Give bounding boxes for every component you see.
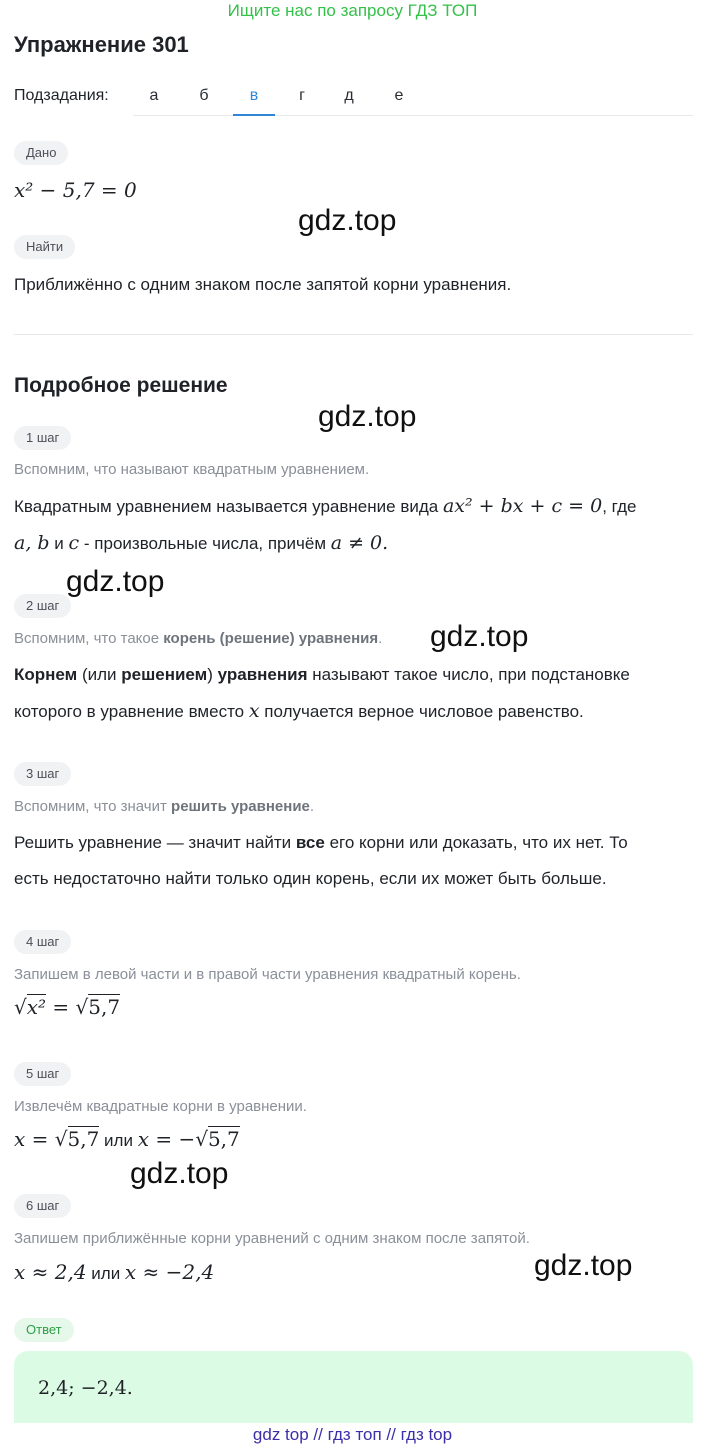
- step-1-text: [14, 488, 699, 525]
- sqrt-icon: √: [54, 1127, 68, 1151]
- find-text: Приближённо с одним знаком после запятой корни уравнения.: [14, 275, 512, 294]
- step-text: его корни или доказать, что их нет. То: [324, 833, 628, 852]
- step-hint: Вспомним, что называют квадратным уравнением.: [14, 461, 370, 478]
- tab-subtask-b[interactable]: б: [199, 87, 209, 104]
- var-ab: a, b: [14, 532, 50, 554]
- sqrt-icon: √: [14, 995, 27, 1019]
- tab-subtask-d[interactable]: д: [344, 87, 354, 104]
- step-2-text: [14, 657, 630, 693]
- radicand: 5,7: [207, 1127, 240, 1151]
- subtask-tabs: [133, 78, 693, 116]
- condition-formula: a ≠ 0.: [330, 532, 389, 554]
- step-4: [14, 930, 71, 954]
- quadratic-formula: ax² + bx + c = 0: [442, 495, 603, 517]
- step-3: [14, 762, 71, 786]
- step-6: [14, 1194, 71, 1218]
- hint-bold: решить уравнение: [171, 798, 310, 815]
- step-text: (или: [77, 665, 122, 684]
- step-badge: 1 шаг: [14, 426, 71, 450]
- sqrt-icon: √: [195, 1127, 208, 1151]
- solution-title: Подробное решение: [14, 374, 228, 397]
- or-word: или: [86, 1264, 125, 1283]
- find-section: [14, 235, 75, 259]
- answer-section: [14, 1318, 74, 1342]
- var-c: c: [68, 532, 80, 554]
- step-hint: [14, 630, 382, 647]
- step-3-line2: есть недостаточно найти только один корень, если их может быть больше.: [14, 869, 607, 888]
- step-hint: [14, 798, 314, 815]
- answer-badge: Ответ: [14, 1318, 74, 1342]
- watermark: gdz.top: [430, 620, 529, 653]
- step-hint: Запишем в левой части и в правой части уравнения квадратный корень.: [14, 966, 521, 983]
- answer-value: 2,4; −2,4.: [38, 1377, 133, 1399]
- step-text: - произвольные числа, причём: [79, 534, 331, 553]
- formula-part: x =: [14, 1127, 55, 1151]
- given-badge: Дано: [14, 141, 68, 165]
- hint-text: Вспомним, что такое: [14, 630, 164, 647]
- watermark: gdz.top: [318, 400, 417, 433]
- step-badge: 4 шаг: [14, 930, 71, 954]
- hint-bold: корень (решение) уравнения: [163, 630, 379, 647]
- step-text: Решить уравнение — значит найти: [14, 833, 296, 852]
- step-4-formula: [14, 995, 120, 1020]
- bold-term: все: [295, 833, 325, 852]
- step-text: которого в уравнение вместо: [14, 702, 249, 721]
- step-hint: Запишем приближённые корни уравнений с одним знаком после запятой.: [14, 1230, 530, 1247]
- step-1: [14, 426, 71, 450]
- hint-text: .: [309, 798, 315, 815]
- step-badge: 5 шаг: [14, 1062, 71, 1086]
- radicand: x²: [26, 995, 47, 1019]
- step-badge: 2 шаг: [14, 594, 71, 618]
- page-title: Упражнение 301: [14, 32, 189, 57]
- subtasks-label: Подзадания:: [14, 87, 109, 104]
- step-5: [14, 1062, 71, 1086]
- hint-text: .: [378, 630, 383, 647]
- tab-subtask-a[interactable]: а: [149, 87, 159, 104]
- step-3-text: [14, 825, 628, 861]
- step-1-line2: [14, 525, 388, 562]
- sqrt-icon: √: [75, 995, 89, 1019]
- bold-term: уравнения: [217, 665, 308, 684]
- step-text: называют такое число, при подстановке: [307, 665, 630, 684]
- promo-banner[interactable]: Ищите нас по запросу ГДЗ ТОП: [227, 1, 478, 20]
- bold-term: решением: [121, 665, 208, 684]
- step-text: , где: [602, 497, 637, 516]
- find-badge: Найти: [14, 235, 75, 259]
- watermark: gdz.top: [298, 204, 397, 237]
- step-text: получается верное числовое равенство.: [259, 702, 584, 721]
- watermark: gdz.top: [534, 1249, 633, 1282]
- hint-text: Вспомним, что значит: [14, 798, 172, 815]
- step-badge: 6 шаг: [14, 1194, 71, 1218]
- formula-part: x ≈ −2,4: [124, 1260, 215, 1284]
- given-equation: x² − 5,7 = 0: [14, 178, 137, 202]
- formula-part: x ≈ 2,4: [14, 1260, 87, 1284]
- given-section: [14, 141, 68, 165]
- step-text: ): [207, 665, 218, 684]
- var-x: x: [248, 700, 260, 722]
- step-hint: Извлечём квадратные корни в уравнении.: [14, 1098, 307, 1115]
- step-text: и: [49, 534, 69, 553]
- step-2-line2: [14, 693, 584, 730]
- step-badge: 3 шаг: [14, 762, 71, 786]
- equals-sign: =: [46, 995, 76, 1019]
- watermark: gdz.top: [66, 565, 165, 598]
- tab-subtask-v[interactable]: в: [233, 78, 275, 116]
- tab-subtask-e[interactable]: е: [394, 87, 404, 104]
- step-6-formula: [14, 1260, 214, 1285]
- radicand: 5,7: [88, 995, 121, 1019]
- footer-links[interactable]: gdz top // гдз топ // гдз top: [252, 1425, 453, 1444]
- watermark: gdz.top: [130, 1157, 229, 1190]
- divider: [14, 334, 693, 335]
- step-5-formula: [14, 1127, 240, 1152]
- step-2: [14, 594, 71, 618]
- tab-subtask-g[interactable]: г: [299, 87, 305, 104]
- or-word: или: [99, 1131, 138, 1150]
- formula-part: x = −: [137, 1127, 196, 1151]
- step-text: Квадратным уравнением называется уравнение вида: [14, 497, 443, 516]
- bold-term: Корнем: [14, 665, 78, 684]
- radicand: 5,7: [67, 1127, 100, 1151]
